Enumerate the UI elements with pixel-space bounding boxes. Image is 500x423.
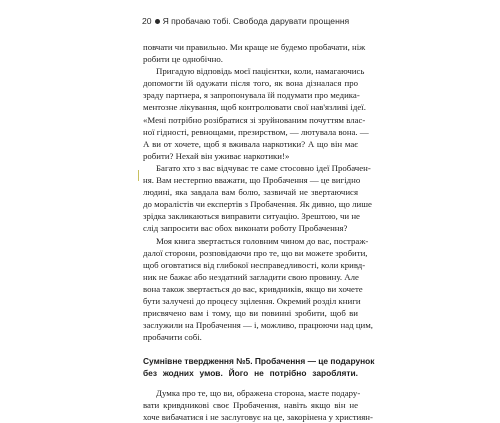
text-line: людині, яка завдала вам болю, зазвичай не звертаючися <box>143 187 358 198</box>
text-line: хоче вибачатися і не заслуговує на це, закорінена у християн- <box>143 411 373 422</box>
paragraph-gap <box>143 380 358 387</box>
text-line: щоб оговтатися від глибокої несправедливості, коли кривд- <box>143 259 366 270</box>
text-line: зрідка закликаються виправити ситуацію. Зрештою, чи не <box>143 211 360 222</box>
text-line: ник не бажає або нездатний загладити свою провину. Але <box>143 271 359 282</box>
text-line: далої сторони, розповідаючи про те, що ви можете зробити, <box>143 247 368 258</box>
text-line: слід запросити вас обох виконати роботу Пробачення? <box>143 223 348 234</box>
text-line: ментозне лікування, щоб контролювати свої нав'язливі ідеї. <box>143 102 366 113</box>
text-line: допомогти їй одужати після того, як вона дізналася про <box>143 78 358 89</box>
text-line: бути залучені до процесу зцілення. Окремий розділ книги <box>143 295 361 306</box>
margin-mark <box>138 170 139 181</box>
text-line: Думка про те, що ви, ображена сторона, маєте подару- <box>156 387 361 398</box>
section-heading-line: без жодних умов. Його не потрібно заробляти. <box>143 368 358 379</box>
bullet-dot-icon <box>155 19 160 24</box>
text-line: вона також звертається до вас, кривдників, якщо ви хочете <box>143 283 363 294</box>
text-line: робити? Нехай він уживає наркотики!» <box>143 150 290 161</box>
running-head <box>142 14 442 28</box>
text-line: ня. Вам нестерпно вважати, що Пробачення — це вигідно <box>143 175 361 186</box>
text-line: Пригадую відповідь моєї пацієнтки, коли, намагаючись <box>156 66 365 77</box>
text-line: до моралістів чи експертів з Пробачення. Як дивно, що лише <box>143 199 372 210</box>
text-line: пробачити собі. <box>143 332 202 343</box>
text-line: «Мені потрібно розібратися зі зруйнованим почуттям влас- <box>143 114 366 125</box>
paragraph-gap <box>143 343 358 355</box>
body-text <box>143 41 375 423</box>
text-line: заслужили на Пробачення — і, можливо, працюючи над цим, <box>143 320 373 331</box>
section-heading-line: Сумнівне твердження №5. Пробачення — це подарунок <box>143 356 375 367</box>
text-line: зраду партнера, я запропонувала їй подумати про медика- <box>143 90 360 101</box>
text-line: робити це однобічно. <box>143 54 223 65</box>
text-line: повчати чи правильно. Ми краще не будемо пробачати, ніж <box>143 42 366 52</box>
text-line: вати кривдникові своє Пробачення, навіть якщо він не <box>143 399 358 410</box>
text-line: присвячено вам і тому, що ви повинні зробити, щоб ви <box>143 308 358 319</box>
text-line: Моя книга звертається головним чином до вас, постраж- <box>156 235 369 246</box>
chapter-title: Я пробачаю тобі. Свобода дарувати прощення <box>162 16 350 26</box>
page-number: 20 <box>142 16 152 26</box>
text-line: ної гідності, ревнощами, презирством, — лютувала вона. — <box>143 126 369 137</box>
text-line: А ви от хочете, щоб я вживала наркотики? А що він має <box>143 138 358 149</box>
text-line: Багато хто з вас відчуває те саме стосовно ідеї Пробачен- <box>156 162 371 173</box>
